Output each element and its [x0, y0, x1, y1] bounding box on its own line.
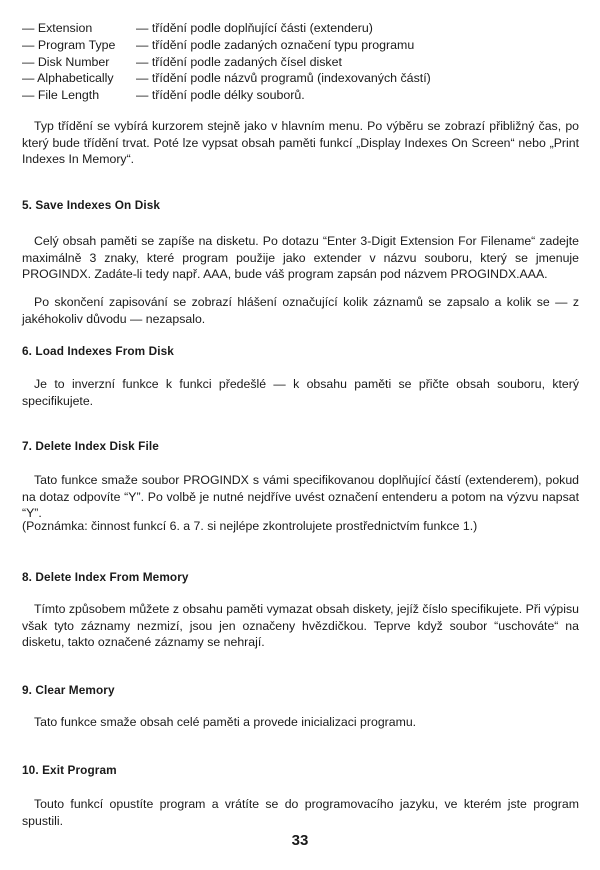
section-heading-delete-index-disk-file: 7. Delete Index Disk File: [22, 439, 159, 453]
list-item: [22, 70, 582, 87]
section-heading-delete-index-memory: 8. Delete Index From Memory: [22, 570, 189, 584]
sort-option-description: — třídění podle doplňující části (extenderu): [136, 21, 373, 35]
sort-option-key: — Alphabetically: [22, 71, 114, 86]
section-paragraph: Tímto způsobem můžete z obsahu paměti vymazat obsah diskety, jejíž číslo specifikujete. Při výpisu však tyto záznamy nezmizí, jsou jen označeny hvězdičkou. Teprve když soubor “uschováte“ na disketu, takto označené záznamy se nehrají.: [22, 602, 579, 650]
list-item: [22, 87, 582, 104]
sort-option-key: — Program Type: [22, 37, 116, 52]
list-item: [22, 37, 582, 54]
page-number: 33: [291, 832, 309, 849]
section-paragraph: Po skončení zapisování se zobrazí hlášení označující kolik záznamů se zapsalo a kolik se — z jakéhokoliv důvodu — nezapsalo.: [22, 295, 579, 326]
section-heading-load-indexes: 6. Load Indexes From Disk: [22, 344, 174, 358]
sort-option-key: — Extension: [22, 21, 93, 35]
sort-option-description: — třídění podle názvů programů (indexovaných částí): [136, 71, 431, 86]
section-heading-clear-memory: 9. Clear Memory: [22, 683, 115, 697]
sort-option-key: — Disk Number: [22, 54, 110, 69]
sort-options-list: [22, 20, 582, 104]
sort-option-description: — třídění podle zadaných čísel disket: [136, 54, 342, 69]
section-paragraph: Je to inverzní funkce k funkci předešlé — k obsahu paměti se přičte obsah souboru, který specifikujete.: [22, 377, 579, 408]
intro-paragraph: Typ třídění se vybírá kurzorem stejně jako v hlavním menu. Po výběru se zobrazí přibližný čas, po který bude třídění trvat. Poté lze vypsat obsah paměti funkcí „Display Indexes On Screen“ nebo „Print Indexes In Memory“.: [22, 119, 579, 167]
sort-option-description: — třídění podle délky souborů.: [136, 88, 305, 103]
list-item: [22, 54, 582, 71]
section-paragraph: Tato funkce smaže soubor PROGINDX s vámi specifikovanou doplňující částí (extenderem), pokud na dotaz odpovíte “Y”. Po volbě je nutné nejdříve uvést označení entenderu a potom na výzvu napsat “Y”.: [22, 473, 579, 521]
section-paragraph: Tato funkce smaže obsah celé paměti a provede inicializaci programu.: [34, 715, 417, 729]
sort-option-description: — třídění podle zadaných označení typu programu: [136, 37, 415, 52]
section-heading-exit-program: 10. Exit Program: [22, 763, 117, 777]
list-item: [22, 20, 582, 37]
section-heading-save-indexes: 5. Save Indexes On Disk: [22, 198, 161, 212]
section-note: (Poznámka: činnost funkcí 6. a 7. si nejlépe zkontrolujete prostřednictvím funkce 1.): [22, 519, 478, 533]
sort-option-key: — File Length: [22, 88, 100, 103]
section-paragraph: Touto funkcí opustíte program a vrátíte se do programovacího jazyku, ve kterém jste program spustili.: [22, 797, 579, 828]
section-paragraph: Celý obsah paměti se zapíše na disketu. Po dotazu “Enter 3-Digit Extension For Filename“ zadejte maximálně 3 znaky, které program použije jako extender v názvu souboru, který se jmenuje PROGINDX. Zadáte-li tedy např. AAA, bude váš program zapsán pod názvem PROGINDX.AAA.: [22, 234, 579, 282]
